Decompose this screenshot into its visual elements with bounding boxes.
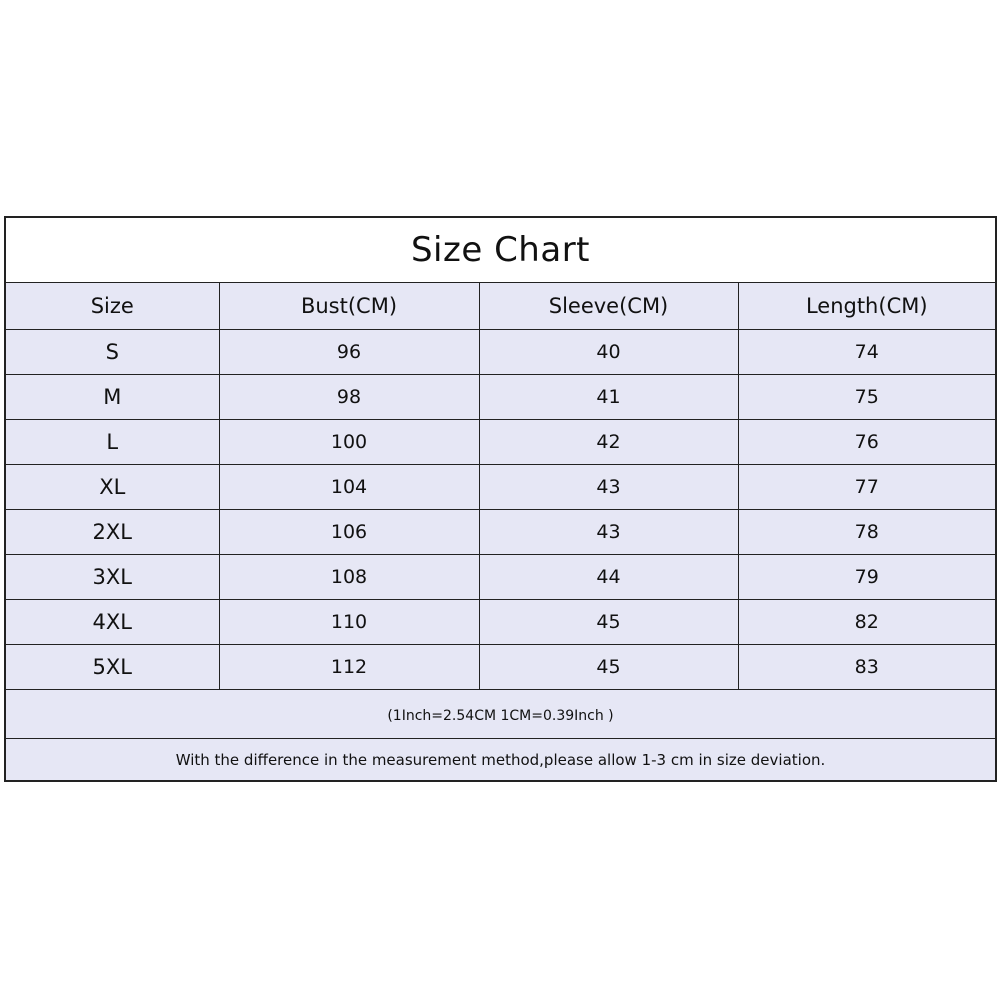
bust-cell: 108 (219, 555, 479, 600)
size-cell: L (6, 420, 219, 465)
table-row (6, 600, 995, 645)
bust-cell: 110 (219, 600, 479, 645)
sleeve-cell: 43 (479, 510, 738, 555)
header-sleeve: Sleeve(CM) (479, 283, 738, 330)
sleeve-cell: 45 (479, 645, 738, 690)
bust-cell: 96 (219, 330, 479, 375)
size-cell: S (6, 330, 219, 375)
header-row (6, 283, 995, 330)
length-cell: 75 (738, 375, 995, 420)
length-cell: 79 (738, 555, 995, 600)
sleeve-cell: 41 (479, 375, 738, 420)
size-cell: XL (6, 465, 219, 510)
length-cell: 78 (738, 510, 995, 555)
size-chart-table (4, 216, 997, 782)
bust-cell: 100 (219, 420, 479, 465)
table-row (6, 555, 995, 600)
header-bust: Bust(CM) (219, 283, 479, 330)
header-length: Length(CM) (738, 283, 995, 330)
sleeve-cell: 42 (479, 420, 738, 465)
size-cell: M (6, 375, 219, 420)
table-row (6, 375, 995, 420)
chart-title: Size Chart (6, 218, 995, 283)
table-row (6, 330, 995, 375)
table-row (6, 510, 995, 555)
bust-cell: 106 (219, 510, 479, 555)
size-cell: 4XL (6, 600, 219, 645)
size-grid (6, 283, 995, 690)
size-cell: 3XL (6, 555, 219, 600)
bust-cell: 104 (219, 465, 479, 510)
sleeve-cell: 45 (479, 600, 738, 645)
size-cell: 5XL (6, 645, 219, 690)
measurement-disclaimer: With the difference in the measurement method,please allow 1-3 cm in size deviation. (175, 750, 826, 769)
size-cell: 2XL (6, 510, 219, 555)
conversion-note: (1Inch=2.54CM 1CM=0.39Inch ) (6, 693, 995, 739)
sleeve-cell: 40 (479, 330, 738, 375)
bust-cell: 112 (219, 645, 479, 690)
table-row (6, 465, 995, 510)
length-cell: 82 (738, 600, 995, 645)
table-row (6, 645, 995, 690)
table-row (6, 420, 995, 465)
length-cell: 76 (738, 420, 995, 465)
sleeve-cell: 43 (479, 465, 738, 510)
bust-cell: 98 (219, 375, 479, 420)
length-cell: 83 (738, 645, 995, 690)
header-size: Size (6, 283, 219, 330)
sleeve-cell: 44 (479, 555, 738, 600)
length-cell: 74 (738, 330, 995, 375)
length-cell: 77 (738, 465, 995, 510)
